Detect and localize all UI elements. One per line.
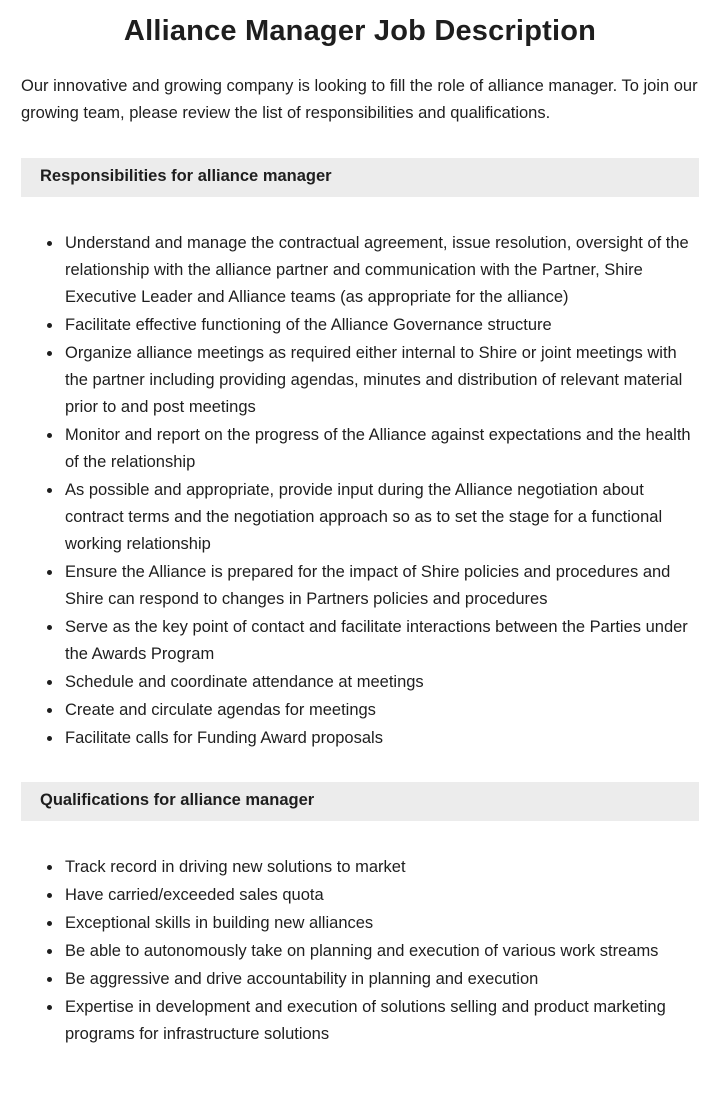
section-heading-label: Qualifications for alliance manager <box>40 791 315 809</box>
list-item: • Facilitate calls for Funding Award proposals <box>63 725 699 752</box>
qualifications-list <box>21 854 699 1048</box>
list-item: • Facilitate effective functioning of the Alliance Governance structure <box>63 312 699 339</box>
list-item: • Schedule and coordinate attendance at meetings <box>63 669 699 696</box>
page-title: Alliance Manager Job Description <box>123 15 597 47</box>
list-item: • Organize alliance meetings as required either internal to Shire or joint meetings with the partner including providing agendas, minutes and distribution of relevant material prior to and post meetings <box>63 340 699 421</box>
list-item: • Expertise in development and execution of solutions selling and product marketing programs for infrastructure solutions <box>63 994 699 1048</box>
responsibilities-list <box>21 230 699 752</box>
section-heading-label: Responsibilities for alliance manager <box>40 167 332 185</box>
list-item: • Understand and manage the contractual agreement, issue resolution, oversight of the relationship with the alliance partner and communication with the Partner, Shire Executive Leader and Alliance teams (as appropriate for the alliance) <box>63 230 699 311</box>
list-item: • As possible and appropriate, provide input during the Alliance negotiation about contract terms and the negotiation approach so as to set the stage for a functional working relationship <box>63 477 699 558</box>
list-item: • Ensure the Alliance is prepared for the impact of Shire policies and procedures and Shire can respond to changes in Partners policies and procedures <box>63 559 699 613</box>
list-item: • Have carried/exceeded sales quota <box>63 882 699 909</box>
intro-paragraph: Our innovative and growing company is looking to fill the role of alliance manager. To join our growing team, please review the list of responsibilities and qualifications. <box>21 77 698 122</box>
list-item: • Monitor and report on the progress of the Alliance against expectations and the health of the relationship <box>63 422 699 476</box>
list-item: • Be able to autonomously take on planning and execution of various work streams <box>63 938 699 965</box>
list-item: • Track record in driving new solutions to market <box>63 854 699 881</box>
list-item: • Create and circulate agendas for meetings <box>63 697 699 724</box>
list-item: • Exceptional skills in building new alliances <box>63 910 699 937</box>
list-item: • Be aggressive and drive accountability in planning and execution <box>63 966 699 993</box>
section-header-responsibilities <box>21 158 699 197</box>
section-header-qualifications <box>21 782 699 821</box>
list-item: • Serve as the key point of contact and facilitate interactions between the Parties under the Awards Program <box>63 614 699 668</box>
